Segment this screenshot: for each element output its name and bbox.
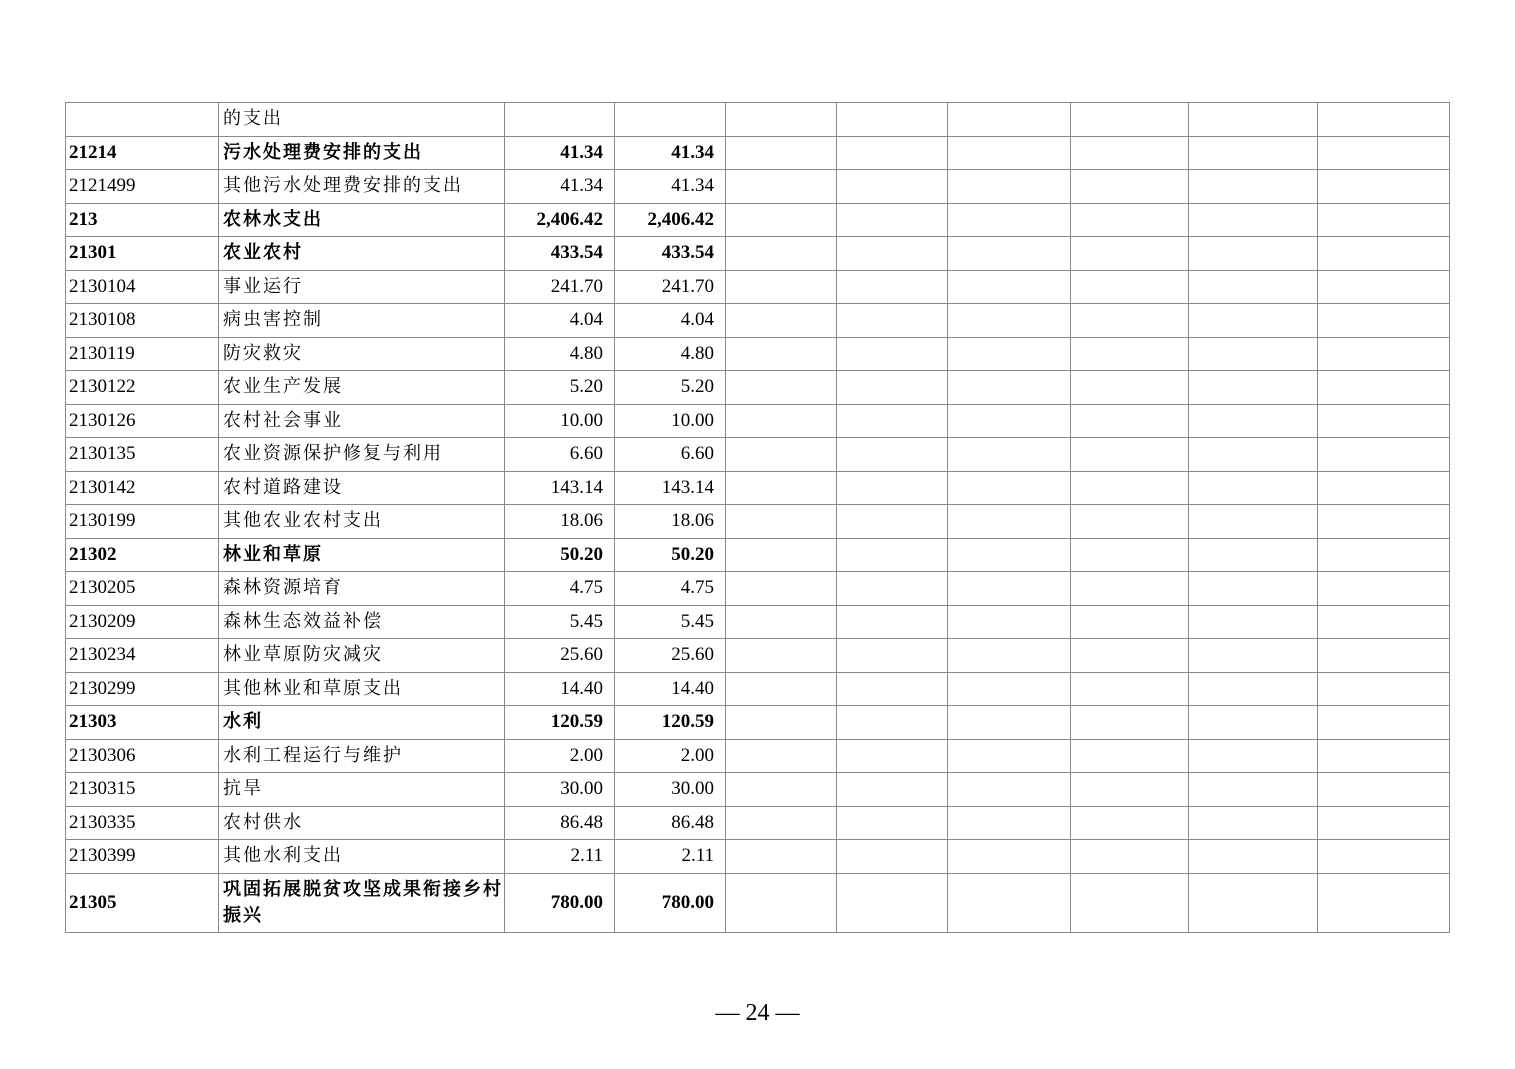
subject-code-cell: 21303 (66, 706, 219, 740)
empty-cell (1189, 170, 1318, 204)
empty-cell (726, 840, 837, 874)
empty-cell (1189, 270, 1318, 304)
amount-general-budget-cell: 50.20 (615, 538, 726, 572)
amount-general-budget-cell: 2,406.42 (615, 203, 726, 237)
empty-cell (948, 170, 1071, 204)
subject-code-cell: 2121499 (66, 170, 219, 204)
empty-cell (948, 404, 1071, 438)
empty-cell (837, 404, 948, 438)
empty-cell (837, 371, 948, 405)
table-row (66, 505, 1450, 539)
amount-total-cell: 2.00 (505, 739, 615, 773)
empty-cell (1189, 136, 1318, 170)
budget-table-body (66, 103, 1450, 933)
empty-cell (1071, 337, 1189, 371)
empty-cell (1318, 505, 1450, 539)
empty-cell (948, 103, 1071, 137)
empty-cell (726, 371, 837, 405)
budget-table (65, 102, 1450, 933)
empty-cell (1318, 840, 1450, 874)
empty-cell (1071, 371, 1189, 405)
empty-cell (1071, 136, 1189, 170)
empty-cell (726, 605, 837, 639)
subject-code-cell: 2130315 (66, 773, 219, 807)
empty-cell (1189, 806, 1318, 840)
empty-cell (1318, 438, 1450, 472)
amount-general-budget-cell: 14.40 (615, 672, 726, 706)
subject-name-cell: 农业生产发展 (219, 371, 505, 405)
empty-cell (837, 505, 948, 539)
empty-cell (837, 203, 948, 237)
subject-name-cell: 其他水利支出 (219, 840, 505, 874)
subject-name-cell: 森林生态效益补偿 (219, 605, 505, 639)
empty-cell (1318, 572, 1450, 606)
empty-cell (837, 136, 948, 170)
amount-total-cell: 18.06 (505, 505, 615, 539)
empty-cell (1189, 371, 1318, 405)
empty-cell (1318, 672, 1450, 706)
amount-total-cell: 41.34 (505, 170, 615, 204)
empty-cell (948, 639, 1071, 673)
empty-cell (837, 773, 948, 807)
amount-general-budget-cell: 4.80 (615, 337, 726, 371)
empty-cell (1318, 706, 1450, 740)
subject-name-cell: 巩固拓展脱贫攻坚成果衔接乡村振兴 (219, 873, 505, 932)
subject-code-cell: 2130122 (66, 371, 219, 405)
table-row (66, 773, 1450, 807)
empty-cell (837, 103, 948, 137)
empty-cell (1189, 605, 1318, 639)
empty-cell (726, 337, 837, 371)
empty-cell (837, 739, 948, 773)
empty-cell (726, 505, 837, 539)
table-row (66, 806, 1450, 840)
subject-name-cell: 林业和草原 (219, 538, 505, 572)
table-row (66, 337, 1450, 371)
subject-code-cell: 21302 (66, 538, 219, 572)
amount-total-cell: 241.70 (505, 270, 615, 304)
empty-cell (948, 572, 1071, 606)
amount-general-budget-cell: 780.00 (615, 873, 726, 932)
empty-cell (1071, 639, 1189, 673)
empty-cell (726, 471, 837, 505)
empty-cell (1318, 203, 1450, 237)
empty-cell (726, 438, 837, 472)
empty-cell (948, 471, 1071, 505)
empty-cell (1189, 739, 1318, 773)
empty-cell (1318, 773, 1450, 807)
empty-cell (1189, 337, 1318, 371)
empty-cell (1318, 605, 1450, 639)
empty-cell (1189, 538, 1318, 572)
subject-name-cell: 其他农业农村支出 (219, 505, 505, 539)
empty-cell (1189, 572, 1318, 606)
empty-cell (837, 605, 948, 639)
subject-name-cell: 森林资源培育 (219, 572, 505, 606)
empty-cell (948, 270, 1071, 304)
empty-cell (837, 337, 948, 371)
empty-cell (1318, 873, 1450, 932)
empty-cell (948, 203, 1071, 237)
empty-cell (837, 840, 948, 874)
empty-cell (1318, 639, 1450, 673)
table-row (66, 639, 1450, 673)
empty-cell (948, 237, 1071, 271)
empty-cell (948, 304, 1071, 338)
subject-name-cell: 农村道路建设 (219, 471, 505, 505)
amount-general-budget-cell: 41.34 (615, 136, 726, 170)
subject-name-cell: 农业资源保护修复与利用 (219, 438, 505, 472)
empty-cell (1189, 873, 1318, 932)
empty-cell (1189, 505, 1318, 539)
amount-total-cell: 4.04 (505, 304, 615, 338)
table-row (66, 471, 1450, 505)
amount-general-budget-cell: 120.59 (615, 706, 726, 740)
empty-cell (1071, 605, 1189, 639)
empty-cell (1318, 103, 1450, 137)
empty-cell (726, 806, 837, 840)
amount-general-budget-cell: 5.20 (615, 371, 726, 405)
empty-cell (948, 505, 1071, 539)
empty-cell (726, 672, 837, 706)
empty-cell (1071, 806, 1189, 840)
amount-total-cell: 143.14 (505, 471, 615, 505)
amount-total-cell: 2,406.42 (505, 203, 615, 237)
empty-cell (1071, 438, 1189, 472)
empty-cell (1071, 270, 1189, 304)
subject-code-cell: 2130126 (66, 404, 219, 438)
empty-cell (1318, 304, 1450, 338)
empty-cell (726, 103, 837, 137)
empty-cell (726, 873, 837, 932)
table-row (66, 840, 1450, 874)
subject-name-cell: 其他林业和草原支出 (219, 672, 505, 706)
empty-cell (1189, 237, 1318, 271)
empty-cell (1189, 471, 1318, 505)
table-row (66, 538, 1450, 572)
subject-code-cell: 2130306 (66, 739, 219, 773)
empty-cell (726, 538, 837, 572)
subject-code-cell: 2130199 (66, 505, 219, 539)
empty-cell (837, 873, 948, 932)
table-row (66, 438, 1450, 472)
empty-cell (1318, 806, 1450, 840)
table-row (66, 203, 1450, 237)
subject-code-cell: 2130142 (66, 471, 219, 505)
empty-cell (948, 706, 1071, 740)
empty-cell (837, 304, 948, 338)
empty-cell (1071, 404, 1189, 438)
subject-code-cell: 213 (66, 203, 219, 237)
subject-code-cell: 2130205 (66, 572, 219, 606)
subject-name-cell: 农林水支出 (219, 203, 505, 237)
empty-cell (948, 873, 1071, 932)
empty-cell (837, 706, 948, 740)
empty-cell (1318, 136, 1450, 170)
empty-cell (948, 136, 1071, 170)
table-row (66, 371, 1450, 405)
empty-cell (1189, 672, 1318, 706)
amount-general-budget-cell: 5.45 (615, 605, 726, 639)
subject-code-cell: 2130119 (66, 337, 219, 371)
empty-cell (726, 170, 837, 204)
amount-total-cell: 2.11 (505, 840, 615, 874)
amount-total-cell: 4.75 (505, 572, 615, 606)
empty-cell (1189, 840, 1318, 874)
empty-cell (1071, 672, 1189, 706)
table-row (66, 706, 1450, 740)
empty-cell (1071, 103, 1189, 137)
table-row (66, 304, 1450, 338)
subject-name-cell: 水利工程运行与维护 (219, 739, 505, 773)
amount-total-cell: 30.00 (505, 773, 615, 807)
amount-total-cell: 120.59 (505, 706, 615, 740)
subject-code-cell: 2130335 (66, 806, 219, 840)
empty-cell (837, 237, 948, 271)
empty-cell (1071, 203, 1189, 237)
amount-general-budget-cell: 4.75 (615, 572, 726, 606)
subject-name-cell: 的支出 (219, 103, 505, 137)
empty-cell (948, 739, 1071, 773)
amount-general-budget-cell: 30.00 (615, 773, 726, 807)
subject-code-cell: 21214 (66, 136, 219, 170)
subject-name-cell: 抗旱 (219, 773, 505, 807)
subject-code-cell: 2130234 (66, 639, 219, 673)
amount-general-budget-cell (615, 103, 726, 137)
amount-total-cell: 86.48 (505, 806, 615, 840)
empty-cell (1189, 706, 1318, 740)
empty-cell (1318, 237, 1450, 271)
amount-total-cell: 10.00 (505, 404, 615, 438)
subject-name-cell: 林业草原防灾减灾 (219, 639, 505, 673)
empty-cell (948, 773, 1071, 807)
empty-cell (1318, 337, 1450, 371)
empty-cell (1189, 304, 1318, 338)
subject-name-cell: 农业农村 (219, 237, 505, 271)
subject-code-cell: 2130209 (66, 605, 219, 639)
empty-cell (1318, 471, 1450, 505)
subject-name-cell: 农村社会事业 (219, 404, 505, 438)
subject-code-cell: 2130108 (66, 304, 219, 338)
subject-name-cell: 事业运行 (219, 270, 505, 304)
empty-cell (1071, 304, 1189, 338)
empty-cell (1071, 170, 1189, 204)
empty-cell (948, 672, 1071, 706)
empty-cell (948, 538, 1071, 572)
amount-total-cell: 50.20 (505, 538, 615, 572)
empty-cell (837, 170, 948, 204)
empty-cell (948, 438, 1071, 472)
empty-cell (1071, 706, 1189, 740)
empty-cell (948, 840, 1071, 874)
table-row (66, 572, 1450, 606)
amount-general-budget-cell: 86.48 (615, 806, 726, 840)
empty-cell (1071, 505, 1189, 539)
amount-total-cell: 14.40 (505, 672, 615, 706)
empty-cell (837, 806, 948, 840)
amount-general-budget-cell: 433.54 (615, 237, 726, 271)
empty-cell (1071, 773, 1189, 807)
empty-cell (726, 404, 837, 438)
table-row (66, 739, 1450, 773)
table-row (66, 404, 1450, 438)
empty-cell (1318, 371, 1450, 405)
empty-cell (1071, 739, 1189, 773)
empty-cell (726, 706, 837, 740)
empty-cell (1318, 170, 1450, 204)
empty-cell (1071, 538, 1189, 572)
empty-cell (1318, 404, 1450, 438)
subject-code-cell: 2130104 (66, 270, 219, 304)
amount-general-budget-cell: 241.70 (615, 270, 726, 304)
amount-general-budget-cell: 6.60 (615, 438, 726, 472)
amount-general-budget-cell: 2.11 (615, 840, 726, 874)
amount-general-budget-cell: 41.34 (615, 170, 726, 204)
empty-cell (1189, 203, 1318, 237)
amount-total-cell (505, 103, 615, 137)
empty-cell (726, 304, 837, 338)
amount-general-budget-cell: 2.00 (615, 739, 726, 773)
empty-cell (1189, 773, 1318, 807)
empty-cell (1071, 471, 1189, 505)
empty-cell (837, 471, 948, 505)
amount-general-budget-cell: 10.00 (615, 404, 726, 438)
empty-cell (837, 672, 948, 706)
empty-cell (837, 572, 948, 606)
empty-cell (1189, 639, 1318, 673)
empty-cell (726, 203, 837, 237)
empty-cell (726, 237, 837, 271)
subject-code-cell: 2130299 (66, 672, 219, 706)
empty-cell (726, 270, 837, 304)
empty-cell (948, 371, 1071, 405)
amount-total-cell: 5.20 (505, 371, 615, 405)
empty-cell (1318, 270, 1450, 304)
empty-cell (948, 605, 1071, 639)
amount-total-cell: 6.60 (505, 438, 615, 472)
subject-code-cell: 21305 (66, 873, 219, 932)
subject-name-cell: 其他污水处理费安排的支出 (219, 170, 505, 204)
empty-cell (837, 270, 948, 304)
table-row (66, 170, 1450, 204)
amount-general-budget-cell: 4.04 (615, 304, 726, 338)
subject-name-cell: 防灾救灾 (219, 337, 505, 371)
empty-cell (1071, 840, 1189, 874)
subject-name-cell: 污水处理费安排的支出 (219, 136, 505, 170)
table-row (66, 270, 1450, 304)
empty-cell (1189, 404, 1318, 438)
table-row (66, 605, 1450, 639)
table-row (66, 136, 1450, 170)
empty-cell (1318, 538, 1450, 572)
subject-name-cell: 水利 (219, 706, 505, 740)
empty-cell (1071, 237, 1189, 271)
empty-cell (726, 773, 837, 807)
empty-cell (726, 136, 837, 170)
empty-cell (726, 572, 837, 606)
empty-cell (726, 639, 837, 673)
empty-cell (948, 337, 1071, 371)
page-number: — 24 — (715, 1000, 800, 1026)
subject-code-cell (66, 103, 219, 137)
amount-total-cell: 780.00 (505, 873, 615, 932)
empty-cell (837, 438, 948, 472)
empty-cell (726, 739, 837, 773)
empty-cell (1071, 873, 1189, 932)
amount-total-cell: 5.45 (505, 605, 615, 639)
empty-cell (1318, 739, 1450, 773)
amount-general-budget-cell: 143.14 (615, 471, 726, 505)
subject-code-cell: 21301 (66, 237, 219, 271)
amount-general-budget-cell: 25.60 (615, 639, 726, 673)
subject-code-cell: 2130399 (66, 840, 219, 874)
empty-cell (1189, 438, 1318, 472)
subject-code-cell: 2130135 (66, 438, 219, 472)
subject-name-cell: 病虫害控制 (219, 304, 505, 338)
table-row (66, 672, 1450, 706)
empty-cell (837, 538, 948, 572)
amount-total-cell: 433.54 (505, 237, 615, 271)
table-row (66, 237, 1450, 271)
table-row (66, 103, 1450, 137)
amount-total-cell: 25.60 (505, 639, 615, 673)
empty-cell (1189, 103, 1318, 137)
empty-cell (837, 639, 948, 673)
empty-cell (948, 806, 1071, 840)
empty-cell (1071, 572, 1189, 606)
subject-name-cell: 农村供水 (219, 806, 505, 840)
table-row (66, 873, 1450, 932)
amount-general-budget-cell: 18.06 (615, 505, 726, 539)
amount-total-cell: 4.80 (505, 337, 615, 371)
amount-total-cell: 41.34 (505, 136, 615, 170)
